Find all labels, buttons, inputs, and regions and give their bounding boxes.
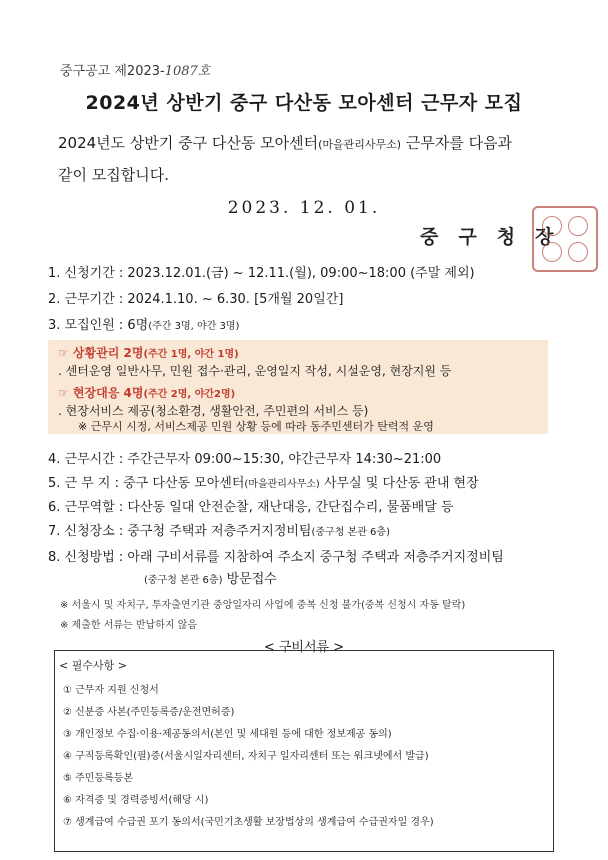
item-7-small: (중구청 본관 6층)	[311, 527, 390, 538]
item-8-cont-small: (중구청 본관 6층)	[144, 575, 223, 586]
note-2: ※ 제출한 서류는 반납하지 않음	[60, 620, 198, 631]
page-title: 2024년 상반기 중구 다산동 모아센터 근무자 모집	[85, 92, 523, 114]
intro-paragraph	[58, 128, 558, 190]
doc-item-5: ⑤ 주민등록등본	[63, 773, 134, 784]
intro-line1-a: 2024년도 상반기 중구 다산동 모아센터	[58, 134, 319, 152]
item-6: 6. 근무역할 : 다산동 일대 안전순찰, 재난대응, 간단집수리, 물품배달 등	[48, 500, 454, 515]
docs-title: < 구비서류 >	[263, 640, 345, 655]
doc-item-7: ⑦ 생계급여 수급권 포기 동의서(국민기초생활 보장법상의 생계급여 수급권자일 경우)	[63, 817, 434, 828]
doc-item-6: ⑥ 자격증 및 경력증빙서(해당 시)	[63, 795, 209, 806]
doc-item-3: ③ 개인정보 수집·이용·제공동의서(본인 및 세대원 등에 대한 정보제공 동의)	[63, 729, 392, 740]
official-seal-icon	[532, 206, 598, 272]
highlight-head-2-small: (주간 2명, 야간2명)	[143, 389, 236, 400]
intro-line1-small: (마을관리사무소)	[318, 138, 402, 151]
highlight-head-1-text: ☞ 상황관리 2명	[58, 346, 144, 360]
item-2: 2. 근무기간 : 2024.1.10. ~ 6.30. [5개월 20일간]	[48, 292, 344, 307]
item-5	[48, 472, 479, 491]
item-1: 1. 신청기간 : 2023.12.01.(금) ~ 12.11.(월), 09:00~18:00 (주말 제외)	[48, 266, 475, 281]
item-7	[48, 520, 390, 539]
item-7-text: 7. 신청장소 : 중구청 주택과 저층주거지정비팀	[48, 524, 312, 539]
item-8-cont-text: 방문접수	[222, 572, 277, 587]
notice-number-handwritten: 1087호	[164, 64, 211, 79]
intro-line1-b: 근무자를 다음과	[401, 134, 513, 152]
highlight-head-1	[58, 344, 239, 361]
notice-number-prefix: 중구공고 제2023-	[60, 64, 165, 79]
highlight-detail-1: . 센터운영 일반사무, 민원 접수·관리, 운영일지 작성, 시설운영, 현장지원 등	[58, 364, 452, 378]
highlight-note-2: ※ 근무시 시정, 서비스제공 민원 상황 등에 따라 동주민센터가 탄력적 운영	[78, 420, 434, 433]
docs-box	[54, 650, 554, 852]
item-4: 4. 근무시간 : 주간근무자 09:00~15:30, 야간근무자 14:30~21:00	[48, 452, 442, 467]
doc-item-4: ④ 구직등록확인(필)증(서울시일자리센터, 자치구 일자리센터 또는 워크넷에서 발급)	[63, 751, 429, 762]
intro-line2: 같이 모집합니다.	[58, 166, 169, 184]
item-3	[48, 314, 239, 333]
note-1: ※ 서울시 및 자치구, 투자출연기관 중앙일자리 사업에 중복 신청 불가(중복 신청시 자동 탈락)	[60, 600, 466, 611]
highlight-head-2-text: ☞ 현장대응 4명	[58, 386, 144, 400]
item-5-small: (마을관리사무소)	[244, 479, 320, 490]
doc-item-1: ① 근무자 지원 신청서	[63, 685, 159, 696]
item-5-text: 5. 근 무 지 : 중구 다산동 모아센터	[48, 476, 245, 491]
item-3-text: 3. 모집인원 : 6명	[48, 318, 149, 333]
issuer: 중구청장	[420, 226, 574, 248]
docs-required: < 필수사항 >	[59, 659, 127, 672]
highlight-head-1-small: (주간 1명, 야간 1명)	[143, 349, 239, 360]
highlight-box	[48, 340, 548, 434]
highlight-detail-2: . 현장서비스 제공(청소환경, 생활안전, 주민편의 서비스 등)	[58, 404, 369, 418]
item-5-text-b: 사무실 및 다산동 관내 현장	[319, 476, 479, 491]
item-8-cont	[144, 568, 277, 587]
notice-number	[60, 60, 210, 79]
highlight-head-2	[58, 384, 235, 401]
doc-item-2: ② 신분증 사본(주민등록증/운전면허증)	[63, 707, 235, 718]
notice-date: 2023. 12. 01.	[227, 198, 381, 218]
item-8: 8. 신청방법 : 아래 구비서류를 지참하여 주소지 중구청 주택과 저층주거지정비팀	[48, 550, 504, 565]
item-3-small: (주간 3명, 야간 3명)	[148, 321, 240, 332]
